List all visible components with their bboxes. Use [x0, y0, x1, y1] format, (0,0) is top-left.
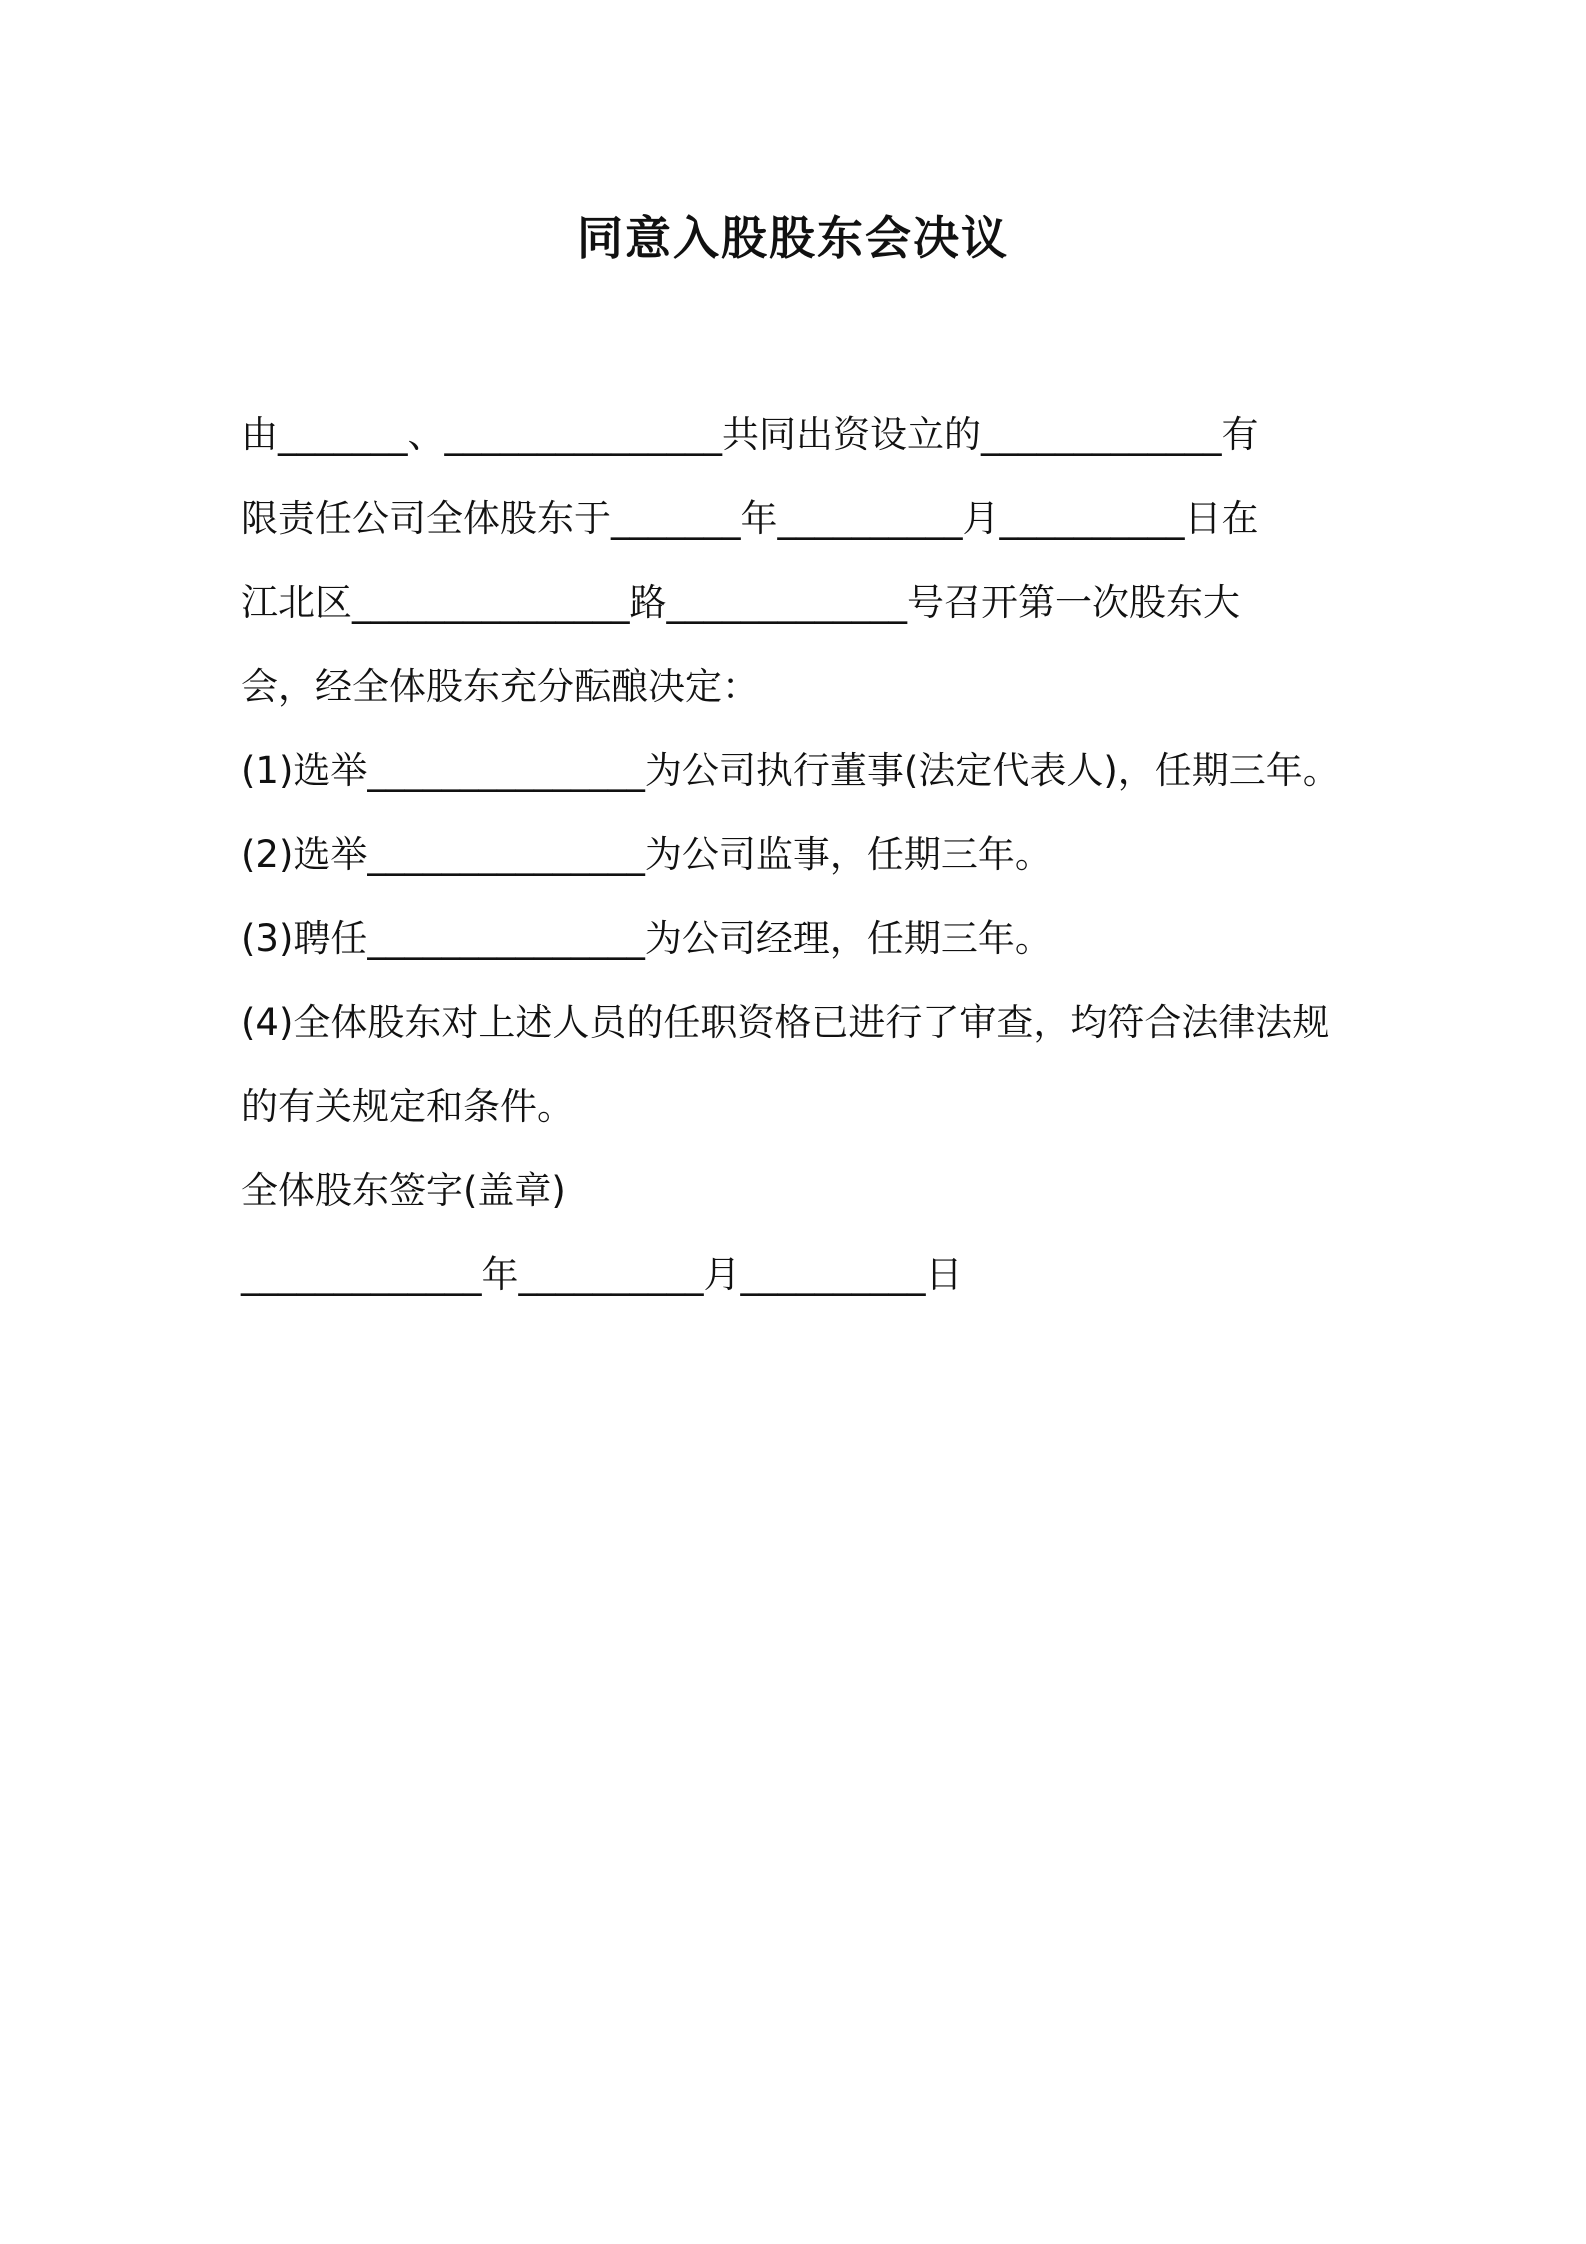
signature-date-line: _____________年__________月__________日 — [241, 1253, 963, 1296]
resolution-item-1: (1)选举_______________为公司执行董事(法定代表人)，任期三年。 — [241, 749, 1340, 792]
resolution-item-3: (3)聘任_______________为公司经理，任期三年。 — [241, 917, 1052, 960]
paragraph-line-4: 会，经全体股东充分酝酿决定： — [241, 665, 759, 708]
document-body — [241, 405, 1361, 1329]
document-title: 同意入股股东会决议 — [577, 211, 1009, 265]
signature-label: 全体股东签字(盖章) — [241, 1169, 566, 1212]
paragraph-line-3: 江北区_______________路_____________号召开第一次股东大 — [241, 581, 1240, 624]
paragraph-line-2: 限责任公司全体股东于_______年__________月__________日在 — [241, 497, 1259, 540]
resolution-item-4-continued: 的有关规定和条件。 — [241, 1085, 574, 1128]
resolution-item-2: (2)选举_______________为公司监事，任期三年。 — [241, 833, 1052, 876]
resolution-item-4: (4)全体股东对上述人员的任职资格已进行了审查，均符合法律法规 — [241, 1001, 1330, 1044]
paragraph-line-1: 由_______、_______________共同出资设立的_____________有 — [241, 413, 1259, 456]
